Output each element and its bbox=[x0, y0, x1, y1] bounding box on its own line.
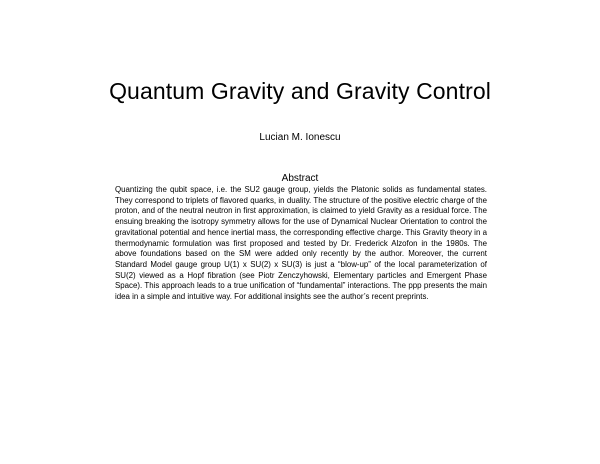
abstract-text: Quantizing the qubit space, i.e. the SU2 gauge group, yields the Platonic solids as fundamental states. They correspond to triplets of flavored quarks, in duality. The structure of the positive electric charge of the proton, and of the neutral neutron in first approximation, is claimed to yield Gravity as a residual force. The ensuing breaking the isotropy symmetry allows for the use of Dynamical Nuclear Orientation to control the gravitational potential and hence inertial mass, the corresponding effective charge. This Gravity theory in a thermodynamic formulation was first proposed and tested by Dr. Frederick Alzofon in the 1980s. The above foundations based on the SM were added only recently by the author. Moreover, the current Standard Model gauge group U(1) x SU(2) x SU(3) is just a “blow-up” of the local parameterization of SU(2) viewed as a Hopf fibration (see Piotr Zenczyhowski, Elementary particles and Emergent Phase Space). This approach leads to a true unification of “fundamental” interactions. The ppp presents the main idea in a simple and intuitive way. For additional insights see the author’s recent preprints. bbox=[115, 185, 487, 302]
abstract-heading: Abstract bbox=[281, 173, 319, 184]
author-name: Lucian M. Ionescu bbox=[259, 132, 341, 143]
document-title: Quantum Gravity and Gravity Control bbox=[109, 78, 491, 104]
